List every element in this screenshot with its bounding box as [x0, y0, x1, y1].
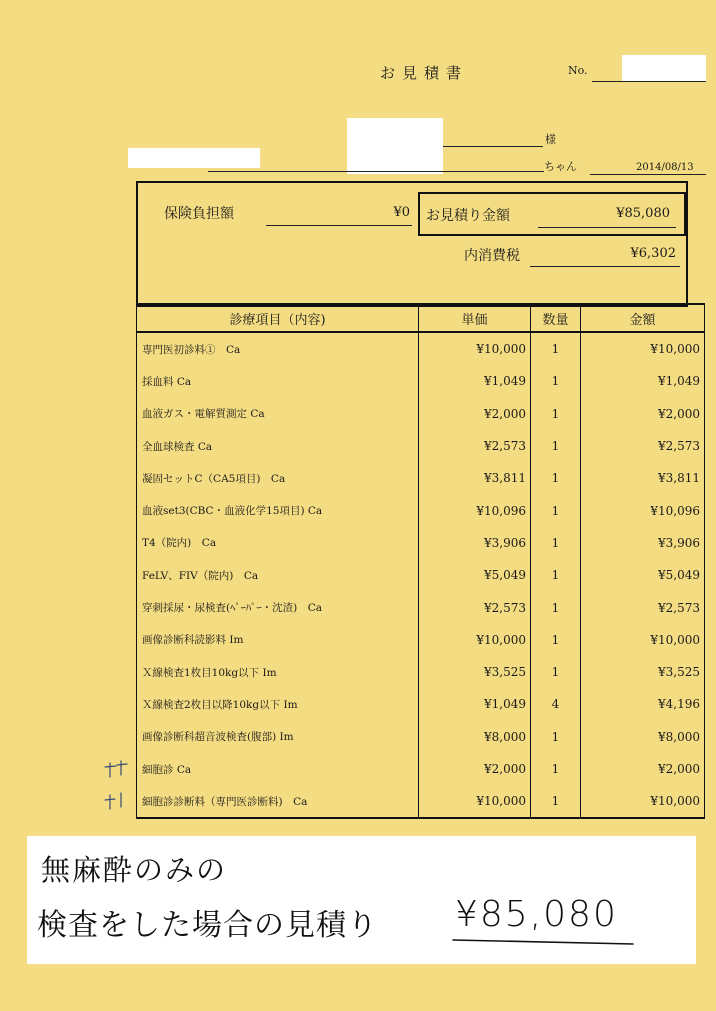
unit-price: ¥2,573 — [419, 591, 531, 623]
table-row — [137, 332, 705, 365]
note-line-1: 無麻酔のみの — [41, 853, 228, 887]
item-name: 細胞診診断料（専門医診断料) Ca — [137, 785, 419, 818]
insurance-label: 保険負担額 — [164, 206, 234, 222]
quantity: 1 — [531, 430, 581, 462]
table-row — [137, 559, 705, 591]
table-row — [137, 688, 705, 720]
tax-underline — [530, 266, 680, 267]
unit-price: ¥8,000 — [419, 721, 531, 753]
handwritten-note — [27, 836, 696, 964]
quantity: 1 — [531, 365, 581, 397]
amount: ¥10,000 — [581, 332, 705, 365]
amount: ¥10,096 — [581, 494, 705, 526]
unit-price: ¥1,049 — [419, 688, 531, 720]
table-row — [137, 591, 705, 623]
table-row — [137, 527, 705, 559]
unit-price: ¥2,000 — [419, 398, 531, 430]
issue-date: 2014/08/13 — [636, 162, 694, 173]
estimate-underline — [538, 227, 676, 228]
quantity: 1 — [531, 591, 581, 623]
tax-value: ¥6,302 — [630, 246, 676, 261]
amount: ¥2,000 — [581, 398, 705, 430]
note-line-2: 検査をした場合の見積り — [37, 908, 378, 943]
header-item: 診療項目（内容) — [137, 304, 419, 332]
items-table — [136, 303, 705, 819]
owner-underline — [443, 146, 543, 147]
item-name: 凝固セットC（CA5項目) Ca — [137, 462, 419, 494]
item-name: 画像診断科超音波検査(腹部) Im — [137, 721, 419, 753]
table-row — [137, 494, 705, 526]
redacted-pet-name — [128, 148, 260, 168]
item-name: 血液ガス・電解質測定 Ca — [137, 398, 419, 430]
unit-price: ¥3,906 — [419, 527, 531, 559]
amount: ¥5,049 — [581, 559, 705, 591]
header-unit-price: 単価 — [419, 304, 531, 332]
table-row — [137, 430, 705, 462]
unit-price: ¥3,525 — [419, 656, 531, 688]
quantity: 1 — [531, 559, 581, 591]
quantity: 4 — [531, 688, 581, 720]
honorific-chan: ちゃん — [544, 160, 577, 173]
number-label: No. — [568, 64, 588, 77]
quantity: 1 — [531, 753, 581, 785]
table-row — [137, 462, 705, 494]
quantity: 1 — [531, 332, 581, 365]
amount: ¥3,525 — [581, 656, 705, 688]
unit-price: ¥1,049 — [419, 365, 531, 397]
quantity: 1 — [531, 656, 581, 688]
amount: ¥2,000 — [581, 753, 705, 785]
quantity: 1 — [531, 527, 581, 559]
unit-price: ¥5,049 — [419, 559, 531, 591]
honorific-sama: 様 — [545, 133, 556, 146]
document-title: お見積書 — [380, 64, 469, 82]
insurance-value: ¥0 — [393, 205, 410, 220]
insurance-underline — [266, 225, 412, 226]
amount: ¥3,811 — [581, 462, 705, 494]
note-amount: ¥85,080 — [455, 894, 618, 935]
item-name: 採血料 Ca — [137, 365, 419, 397]
date-underline — [590, 174, 706, 175]
quantity: 1 — [531, 624, 581, 656]
estimate-box — [418, 192, 686, 236]
estimate-value: ¥85,080 — [616, 206, 670, 221]
item-name: 細胞診 Ca — [137, 753, 419, 785]
unit-price: ¥2,000 — [419, 753, 531, 785]
unit-price: ¥10,000 — [419, 332, 531, 365]
amount: ¥1,049 — [581, 365, 705, 397]
number-underline — [592, 81, 706, 82]
unit-price: ¥10,096 — [419, 494, 531, 526]
header-quantity: 数量 — [531, 304, 581, 332]
estimate-label: お見積り金額 — [426, 208, 510, 224]
header-amount: 金額 — [581, 304, 705, 332]
quantity: 1 — [531, 494, 581, 526]
pet-underline — [208, 171, 544, 172]
item-name: T4（院内) Ca — [137, 527, 419, 559]
summary-box — [136, 181, 688, 307]
item-name: 血液set3(CBC・血液化学15項目) Ca — [137, 494, 419, 526]
quantity: 1 — [531, 398, 581, 430]
amount: ¥10,000 — [581, 785, 705, 818]
amount: ¥4,196 — [581, 688, 705, 720]
unit-price: ¥2,573 — [419, 430, 531, 462]
table-row — [137, 365, 705, 397]
unit-price: ¥3,811 — [419, 462, 531, 494]
unit-price: ¥10,000 — [419, 785, 531, 818]
redacted-number — [622, 55, 706, 81]
table-row — [137, 785, 705, 818]
item-name: FeLV、FIV（院内) Ca — [137, 559, 419, 591]
unit-price: ¥10,000 — [419, 624, 531, 656]
table-row — [137, 753, 705, 785]
quantity: 1 — [531, 462, 581, 494]
table-row — [137, 721, 705, 753]
tax-label: 内消費税 — [464, 248, 520, 264]
quantity: 1 — [531, 785, 581, 818]
table-row — [137, 398, 705, 430]
item-name: 穿刺採尿・尿検査(ﾍﾟｰﾊﾟｰ・沈渣) Ca — [137, 591, 419, 623]
table-row — [137, 656, 705, 688]
amount: ¥3,906 — [581, 527, 705, 559]
item-name: 専門医初診料① Ca — [137, 332, 419, 365]
item-name: 画像診断科読影料 Im — [137, 624, 419, 656]
item-name: 全血球検査 Ca — [137, 430, 419, 462]
amount: ¥8,000 — [581, 721, 705, 753]
note-amount-underline — [451, 936, 635, 946]
pencil-tally-marks — [100, 755, 132, 815]
amount: ¥10,000 — [581, 624, 705, 656]
amount: ¥2,573 — [581, 430, 705, 462]
quantity: 1 — [531, 721, 581, 753]
table-header-row — [137, 304, 705, 332]
redacted-owner-name — [347, 118, 443, 174]
table-row — [137, 624, 705, 656]
item-name: Ｘ線検査1枚目10kg以下 Im — [137, 656, 419, 688]
amount: ¥2,573 — [581, 591, 705, 623]
item-name: Ｘ線検査2枚目以降10kg以下 Im — [137, 688, 419, 720]
